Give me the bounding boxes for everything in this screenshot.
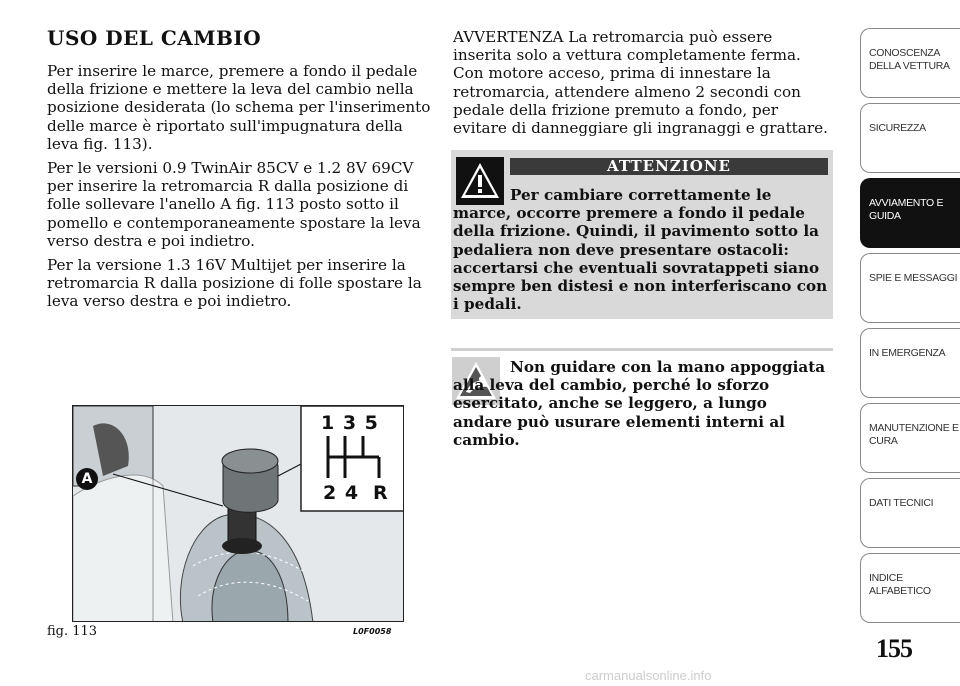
tab-spie-e-messaggi[interactable]	[860, 253, 960, 323]
tab-label: IN EMERGENZA	[869, 347, 946, 359]
tab-label: SICUREZZA	[869, 122, 926, 134]
note-text-content: Non guidare con la mano appoggiata alla leva del cambio, perché lo sforzo esercitato, anche se leggero, a lungo andare può usurare elementi interni al cambio.	[453, 358, 826, 449]
paragraph-reverse-multijet: Per la versione 1.3 16V Multijet per inserire la retromarcia R dalla posizione di folle spostare la leva verso destra e poi indietro.	[47, 256, 422, 311]
tab-label: AVVIAMENTO E GUIDA	[869, 197, 944, 222]
divider	[451, 348, 833, 351]
gear-pattern-bottom-label: 2 4	[323, 482, 360, 504]
tab-dati-tecnici[interactable]	[860, 478, 960, 548]
left-column	[47, 62, 435, 317]
figure-code: L0F0058	[353, 627, 392, 636]
tab-conoscenza-della-vettura[interactable]	[860, 28, 960, 98]
warning-text	[453, 186, 830, 313]
tab-indice-alfabetico[interactable]	[860, 553, 960, 623]
figure-caption: fig. 113	[47, 624, 98, 639]
note-text	[453, 358, 830, 449]
tab-label: SPIE E MESSAGGI	[869, 272, 958, 284]
tab-avviamento-e-guida[interactable]	[860, 178, 960, 248]
tab-in-emergenza[interactable]	[860, 328, 960, 398]
warning-header: ATTENZIONE	[510, 158, 828, 175]
tab-manutenzione-e-cura[interactable]	[860, 403, 960, 473]
gear-lever-figure	[72, 405, 404, 622]
gear-pattern-reverse-label: R	[373, 482, 388, 504]
tab-label: MANUTENZIONE E CURA	[869, 422, 959, 447]
page-number: 155	[876, 634, 912, 663]
paragraph-gear-shift: Per inserire le marce, premere a fondo il pedale della frizione e mettere la leva del cambio nella posizione desiderata (lo schema per l'inserimento delle marce è riportato sull'impugnatura della leva fig. 113).	[47, 62, 431, 153]
warning-text-content: Per cambiare correttamente le marce, occorre premere a fondo il pedale della frizione. Quindi, il pavimento sotto la pedaliera non deve presentare ostacoli: accertarsi che eventuali sovratappeti siano sempre ben distesi e non interferiscano con i pedali.	[453, 186, 828, 314]
callout-a-label: A	[81, 471, 93, 487]
watermark: carmanualsonline.info	[585, 668, 712, 683]
paragraph-reverse-twinair: Per le versioni 0.9 TwinAir 85CV e 1.2 8V 69CV per inserire la retromarcia R dalla posizione di folle sollevare l'anello A fig. 113 posto sotto il pomello e contemporaneamente spostare la leva verso destra e poi indietro.	[47, 159, 421, 250]
section-title: USO DEL CAMBIO	[47, 26, 262, 50]
callout-a-badge	[76, 468, 98, 490]
tab-label: DATI TECNICI	[869, 497, 934, 509]
tab-sicurezza[interactable]	[860, 103, 960, 173]
tab-label: CONOSCENZA DELLA VETTURA	[869, 47, 950, 72]
tab-label: INDICE ALFABETICO	[869, 572, 931, 597]
gear-pattern-top-label: 1 3 5	[321, 412, 379, 434]
avvertenza-paragraph: AVVERTENZA La retromarcia può essere inserita solo a vettura completamente ferma. Con motore acceso, prima di innestare la retromarcia, attendere almeno 2 secondi con pedale della frizione premuto a fondo, per evitare di danneggiare gli ingranaggi e grattare.	[453, 28, 828, 138]
